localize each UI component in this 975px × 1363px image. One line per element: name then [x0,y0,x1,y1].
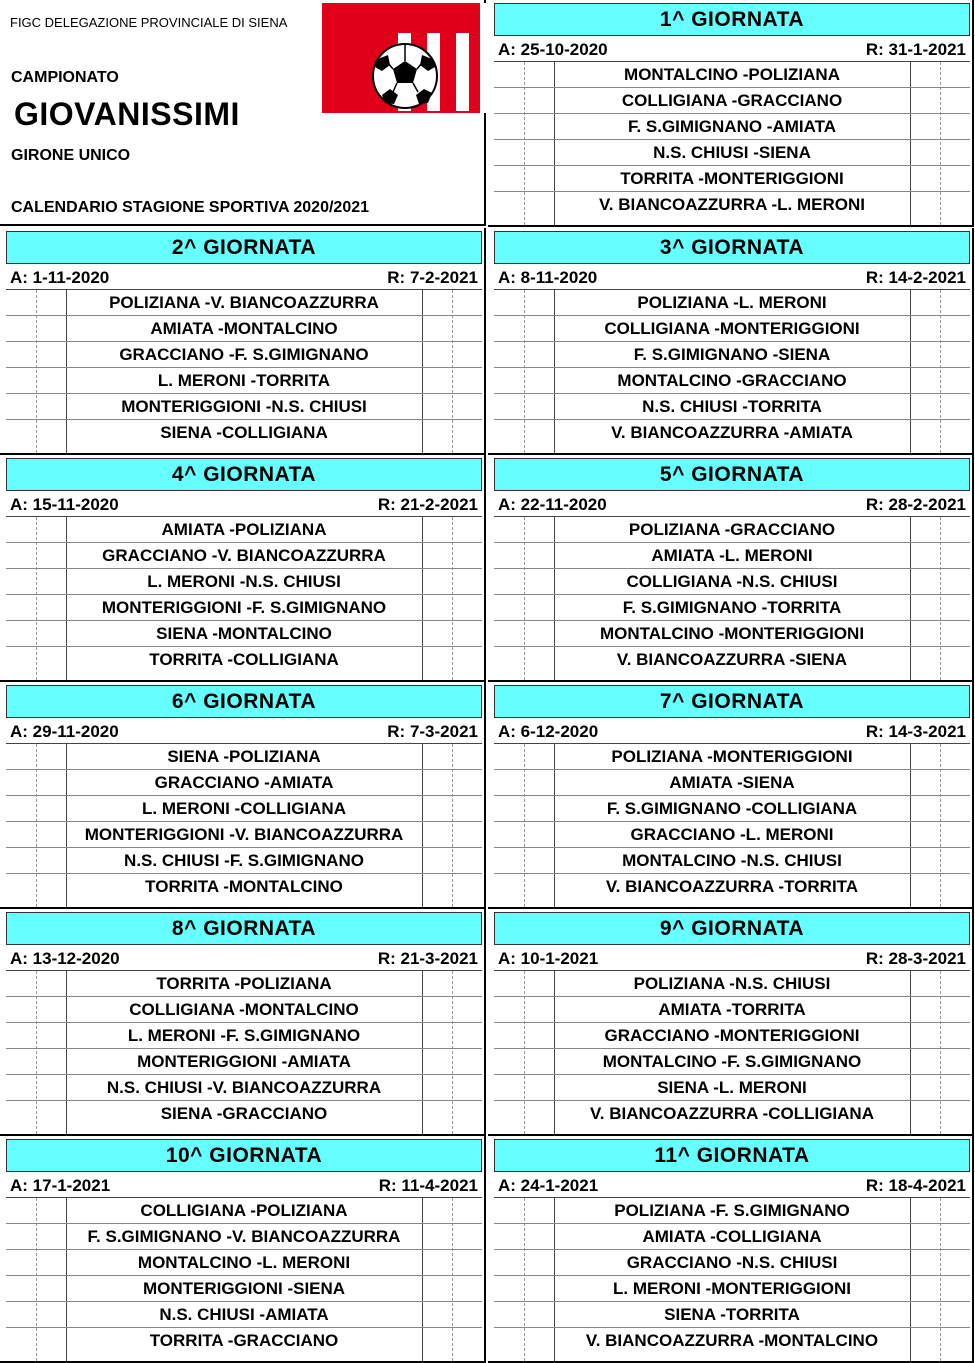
soccer-ball-icon [373,44,437,108]
round-dates [6,493,482,517]
match-row [6,971,482,997]
round-dates [494,493,970,517]
match-text: SIENA -L. MERONI [657,1078,807,1097]
match-text: AMIATA -MONTALCINO [150,319,338,338]
ritorno-date: R: 21-3-2021 [377,949,478,968]
match-text: COLLIGIANA -MONTERIGGIONI [604,319,860,338]
match-text: AMIATA -TORRITA [658,1000,806,1019]
match-row [6,822,482,848]
match-text: COLLIGIANA -GRACCIANO [621,91,843,110]
round-block [488,228,974,455]
match-row [494,822,970,848]
match-row [494,1049,970,1075]
match-text: MONTALCINO -N.S. CHIUSI [622,851,842,870]
season-label: CALENDARIO STAGIONE SPORTIVA 2020/2021 [11,199,370,216]
match-row [6,744,482,770]
match-text: SIENA -POLIZIANA [167,747,321,766]
match-row [494,368,970,394]
match-row [494,1328,970,1354]
match-row [6,342,482,368]
match-row [6,647,482,673]
match-list [488,62,974,225]
match-text: GRACCIANO -F. S.GIMIGNANO [119,345,369,364]
match-list [0,517,486,680]
round-block [488,909,974,1136]
match-text: N.S. CHIUSI -TORRITA [642,397,822,416]
match-row [6,517,482,543]
match-text: V. BIANCOAZZURRA -MONTALCINO [585,1331,879,1350]
ritorno-date: R: 31-1-2021 [865,40,966,59]
round-block [488,455,974,682]
match-text: TORRITA -MONTERIGGIONI [620,169,844,188]
ritorno-date: R: 18-4-2021 [865,1176,966,1195]
round-title: 10^ GIORNATA [6,1139,482,1172]
match-row [6,316,482,342]
match-row [494,595,970,621]
round-dates [6,266,482,290]
match-row [494,166,970,192]
match-text: POLIZIANA -V. BIANCOAZZURRA [109,293,379,312]
andata-date: A: 29-11-2020 [10,722,119,741]
match-row [6,874,482,900]
andata-date: A: 6-12-2020 [498,722,599,741]
match-row [494,543,970,569]
match-text: SIENA -COLLIGIANA [160,423,328,442]
match-text: TORRITA -COLLIGIANA [149,650,339,669]
match-text: POLIZIANA -F. S.GIMIGNANO [614,1201,850,1220]
match-row [494,316,970,342]
round-title: 8^ GIORNATA [6,912,482,945]
round-dates [494,1174,970,1198]
match-row [6,1276,482,1302]
match-row [494,420,970,446]
match-text: GRACCIANO -MONTERIGGIONI [604,1026,860,1045]
andata-date: A: 25-10-2020 [498,40,608,59]
match-list [488,744,974,907]
round-block [0,228,486,455]
match-text: V. BIANCOAZZURRA -L. MERONI [598,195,865,214]
championship-label: CAMPIONATO [11,69,119,86]
ritorno-date: R: 11-4-2021 [378,1176,478,1195]
match-row [6,290,482,316]
match-row [6,1302,482,1328]
match-row [6,420,482,446]
match-row [494,1224,970,1250]
match-text: MONTERIGGIONI -F. S.GIMIGNANO [101,598,387,617]
match-text: F. S.GIMIGNANO -SIENA [633,345,831,364]
match-text: V. BIANCOAZZURRA -AMIATA [611,423,853,442]
match-text: POLIZIANA -MONTERIGGIONI [611,747,853,766]
round-dates [494,38,970,62]
match-text: F. S.GIMIGNANO -AMIATA [627,117,837,136]
match-text: MONTERIGGIONI -V. BIANCOAZZURRA [84,825,404,844]
ritorno-date: R: 7-2-2021 [387,268,478,287]
match-row [494,1023,970,1049]
match-text: SIENA -TORRITA [664,1305,800,1324]
match-row [494,1198,970,1224]
match-row [6,1328,482,1354]
round-title: 7^ GIORNATA [494,685,970,718]
match-row [6,569,482,595]
match-row [494,744,970,770]
match-row [494,874,970,900]
match-row [6,394,482,420]
match-text: POLIZIANA -L. MERONI [637,293,827,312]
match-text: F. S.GIMIGNANO -V. BIANCOAZZURRA [87,1227,401,1246]
round-dates [494,947,970,971]
match-text: N.S. CHIUSI -F. S.GIMIGNANO [124,851,364,870]
match-text: SIENA -MONTALCINO [156,624,332,643]
match-text: AMIATA -SIENA [669,773,795,792]
match-text: MONTERIGGIONI -N.S. CHIUSI [121,397,367,416]
andata-date: A: 10-1-2021 [498,949,599,968]
round-title: 2^ GIORNATA [6,231,482,264]
round-title: 1^ GIORNATA [494,3,970,36]
match-list [488,517,974,680]
round-title: 3^ GIORNATA [494,231,970,264]
match-row [494,342,970,368]
match-text: F. S.GIMIGNANO -TORRITA [622,598,842,617]
match-text: L. MERONI -N.S. CHIUSI [147,572,341,591]
figc-logo-icon [322,3,486,113]
match-list [488,1198,974,1361]
match-row [6,848,482,874]
match-row [494,1101,970,1127]
match-text: SIENA -GRACCIANO [160,1104,328,1123]
round-dates [494,720,970,744]
match-text: L. MERONI -COLLIGIANA [142,799,346,818]
match-text: MONTALCINO -F. S.GIMIGNANO [602,1052,862,1071]
match-row [494,62,970,88]
match-list [0,1198,486,1361]
match-text: V. BIANCOAZZURRA -TORRITA [605,877,859,896]
match-text: N.S. CHIUSI -AMIATA [159,1305,329,1324]
match-row [494,192,970,218]
match-row [494,1276,970,1302]
round-title: 11^ GIORNATA [494,1139,970,1172]
match-text: MONTERIGGIONI -AMIATA [137,1052,351,1071]
round-dates [494,266,970,290]
match-row [494,290,970,316]
match-row [494,770,970,796]
round-block [0,909,486,1136]
round-dates [6,947,482,971]
match-text: TORRITA -GRACCIANO [149,1331,339,1350]
match-row [494,621,970,647]
match-text: GRACCIANO -L. MERONI [630,825,834,844]
ritorno-date: R: 14-3-2021 [865,722,966,741]
match-text: L. MERONI -MONTERIGGIONI [613,1279,851,1298]
match-text: AMIATA -POLIZIANA [161,520,327,539]
round-title: 6^ GIORNATA [6,685,482,718]
match-text: MONTALCINO -L. MERONI [137,1253,351,1272]
round-block [488,0,974,227]
match-row [6,1101,482,1127]
match-text: TORRITA -POLIZIANA [156,974,332,993]
ritorno-date: R: 21-2-2021 [377,495,478,514]
match-text: TORRITA -MONTALCINO [145,877,343,896]
match-text: F. S.GIMIGNANO -COLLIGIANA [606,799,858,818]
match-text: COLLIGIANA -N.S. CHIUSI [626,572,838,591]
match-text: AMIATA -COLLIGIANA [642,1227,822,1246]
match-list [0,290,486,453]
match-row [494,1075,970,1101]
andata-date: A: 17-1-2021 [10,1176,111,1195]
round-block [0,682,486,909]
match-row [6,1250,482,1276]
round-dates [6,720,482,744]
match-row [6,770,482,796]
match-text: MONTALCINO -POLIZIANA [624,65,840,84]
round-title: 9^ GIORNATA [494,912,970,945]
match-row [6,621,482,647]
group-label: GIRONE UNICO [11,147,131,164]
match-text: COLLIGIANA -POLIZIANA [140,1201,348,1220]
match-row [494,796,970,822]
match-row [494,848,970,874]
match-text: COLLIGIANA -MONTALCINO [129,1000,359,1019]
match-row [6,796,482,822]
andata-date: A: 15-11-2020 [10,495,119,514]
match-row [494,997,970,1023]
match-text: GRACCIANO -AMIATA [154,773,334,792]
andata-date: A: 22-11-2020 [498,495,607,514]
match-text: POLIZIANA -GRACCIANO [628,520,836,539]
match-row [6,997,482,1023]
round-title: 5^ GIORNATA [494,458,970,491]
match-row [494,114,970,140]
match-row [6,1049,482,1075]
round-block [488,1136,974,1363]
organization-label: FIGC DELEGAZIONE PROVINCIALE DI SIENA [10,15,288,30]
match-row [494,647,970,673]
match-row [6,543,482,569]
andata-date: A: 1-11-2020 [10,268,110,287]
match-row [494,1302,970,1328]
match-row [6,1224,482,1250]
match-text: V. BIANCOAZZURRA -COLLIGIANA [590,1104,874,1123]
match-text: N.S. CHIUSI -SIENA [653,143,811,162]
match-text: N.S. CHIUSI -V. BIANCOAZZURRA [106,1078,382,1097]
match-row [494,140,970,166]
ritorno-date: R: 28-3-2021 [865,949,966,968]
match-list [0,971,486,1134]
ritorno-date: R: 28-2-2021 [865,495,966,514]
andata-date: A: 24-1-2021 [498,1176,599,1195]
match-row [6,1023,482,1049]
match-text: MONTALCINO -MONTERIGGIONI [599,624,865,643]
match-row [494,1250,970,1276]
match-row [494,88,970,114]
match-text: L. MERONI -F. S.GIMIGNANO [127,1026,361,1045]
match-list [488,971,974,1134]
ritorno-date: R: 7-3-2021 [387,722,478,741]
andata-date: A: 13-12-2020 [10,949,120,968]
ritorno-date: R: 14-2-2021 [865,268,966,287]
match-text: POLIZIANA -N.S. CHIUSI [633,974,831,993]
round-title: 4^ GIORNATA [6,458,482,491]
match-text: GRACCIANO -N.S. CHIUSI [626,1253,838,1272]
match-text: GRACCIANO -V. BIANCOAZZURRA [102,546,386,565]
match-text: L. MERONI -TORRITA [157,371,331,390]
round-block [0,455,486,682]
match-text: MONTALCINO -GRACCIANO [617,371,847,390]
header-panel [0,0,486,226]
match-text: V. BIANCOAZZURRA -SIENA [616,650,848,669]
round-dates [6,1174,482,1198]
match-list [0,744,486,907]
andata-date: A: 8-11-2020 [498,268,598,287]
match-row [6,368,482,394]
match-row [6,1075,482,1101]
category-title: GIOVANISSIMI [14,96,240,132]
match-row [494,394,970,420]
match-text: MONTERIGGIONI -SIENA [142,1279,346,1298]
round-block [488,682,974,909]
match-row [494,569,970,595]
match-row [494,517,970,543]
match-list [488,290,974,453]
match-row [6,595,482,621]
round-block [0,1136,486,1363]
match-row [6,1198,482,1224]
match-text: AMIATA -L. MERONI [651,546,813,565]
match-row [494,971,970,997]
